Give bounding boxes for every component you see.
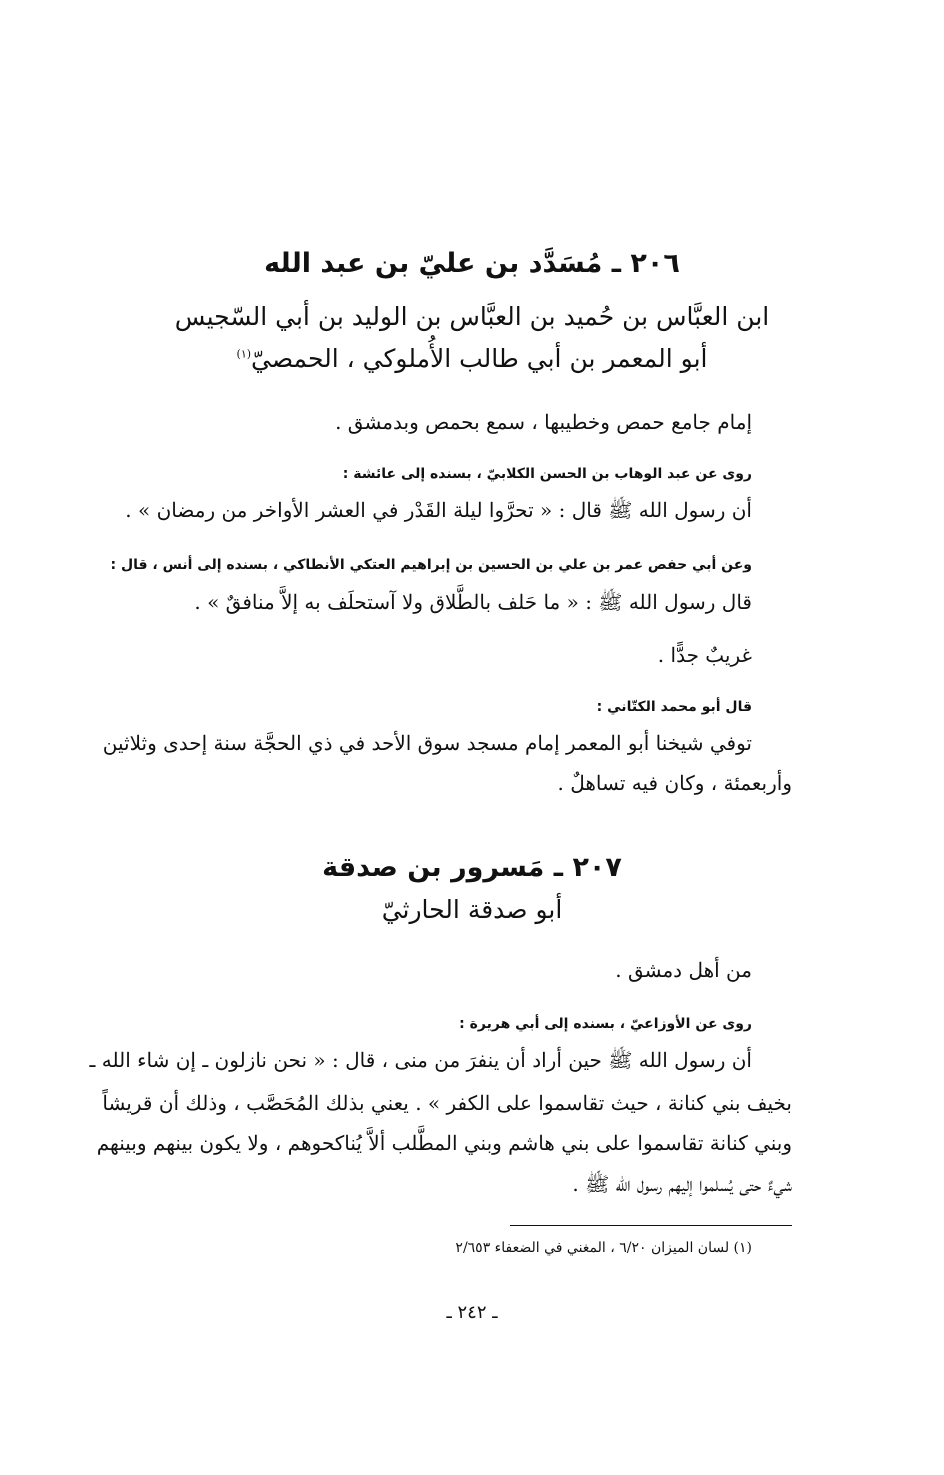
entry-206-description: إمام جامع حمص وخطيبها ، سمع بحمص وبدمشق . bbox=[335, 410, 752, 434]
footnote-marker: (١) bbox=[236, 347, 252, 361]
entry-206-chain-1: روى عن عبد الوهاب بن الحسن الكلابيّ ، بسنده إلى عائشة : bbox=[342, 466, 752, 482]
entry-206-kattani-label: قال أبو محمد الكتّاني : bbox=[596, 699, 752, 715]
entry-206-hadith-1: أن رسول الله ﷺ قال : « تحرَّوا ليلة القَدْر في العشر الأواخر من رمضان » . bbox=[125, 498, 752, 522]
footnote-rule bbox=[510, 1225, 792, 1226]
entry-206-chain-2: وعن أبي حفص عمر بن علي بن الحسين بن إبراهيم العتكي الأنطاكي ، بسنده إلى أنس ، قال : bbox=[110, 557, 752, 573]
entry-207-hadith-line-1: أن رسول الله ﷺ حين أراد أن ينفرَ من منى ، قال : « نحن نازلون ـ إن شاء الله ـ bbox=[89, 1048, 752, 1072]
footnote: (١) لسان الميزان ٦/٢٠ ، المغني في الضعفاء ٢/٦٥٣ bbox=[455, 1240, 752, 1256]
entry-207-origin: من أهل دمشق . bbox=[615, 958, 752, 982]
entry-207-kunya: أبو صدقة الحارثيّ bbox=[381, 895, 563, 924]
entry-206-kunya bbox=[0, 344, 944, 373]
entry-207-hadith-line-4: شيءٌ حتى يُسلموا إليهم رسول الله ﷺ . bbox=[572, 1172, 792, 1196]
entry-206-lineage: ابن العبَّاس بن حُميد بن العبَّاس بن الوليد بن أبي السّجيس bbox=[174, 302, 770, 331]
entry-206-death-line-1: توفي شيخنا أبو المعمر إمام مسجد سوق الأحد في ذي الحجَّة سنة إحدى وثلاثين bbox=[102, 731, 752, 755]
entry-207-hadith-line-2: بخيف بني كنانة ، حيث تقاسموا على الكفر » . يعني بذلك المُحَصَّب ، وذلك أن قريشاً bbox=[102, 1091, 792, 1115]
entry-207-chain: روى عن الأوزاعيّ ، بسنده إلى أبي هريرة : bbox=[459, 1016, 752, 1032]
entry-207-hadith-line-3: وبني كنانة تقاسموا على بني هاشم وبني المطَّلب ألاَّ يُناكحوهم ، ولا يكون بينهم وبينهم bbox=[96, 1131, 792, 1155]
page-number: ـ ٢٤٢ ـ bbox=[446, 1302, 498, 1323]
entry-206-grading: غريبٌ جدًّا . bbox=[657, 643, 752, 667]
entry-206-title: ٢٠٦ ـ مُسَدَّد بن عليّ بن عبد الله bbox=[264, 248, 680, 279]
entry-207-title: ٢٠٧ ـ مَسرور بن صدقة bbox=[322, 852, 622, 883]
entry-206-death-line-2: وأربعمئة ، وكان فيه تساهلٌ . bbox=[557, 771, 792, 795]
entry-206-kunya-text: أبو المعمر بن أبي طالب الأُملوكي ، الحمصيّ bbox=[251, 344, 708, 373]
entry-206-hadith-2: قال رسول الله ﷺ : « ما حَلف بالطَّلاق ولا آستحلَف به إلاَّ منافقٌ » . bbox=[194, 590, 752, 614]
